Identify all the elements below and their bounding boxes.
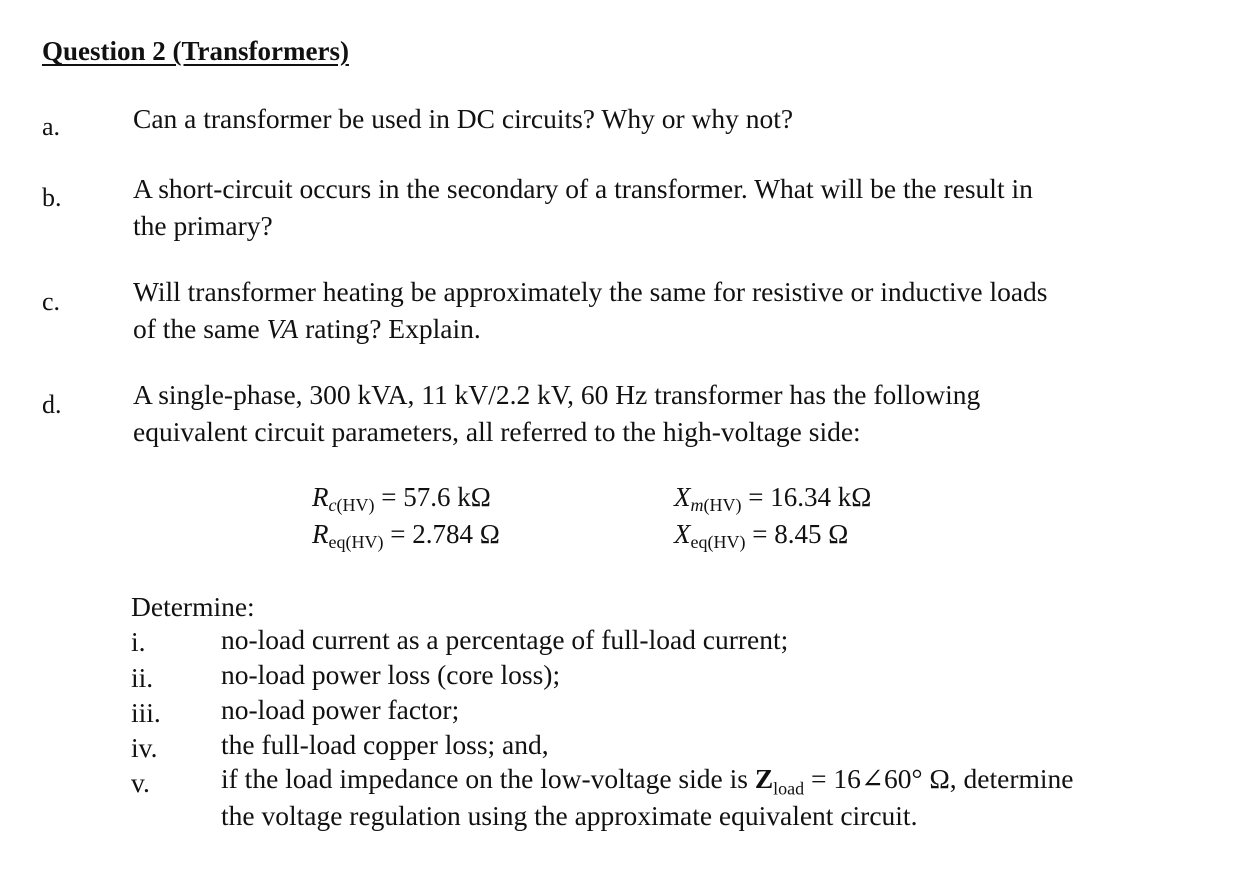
question-b-line-1: A short-circuit occurs in the secondary of a transformer. What will be the result in xyxy=(133,173,1033,204)
question-c-line-2-post: rating? Explain. xyxy=(298,313,481,344)
z-load-symbol: Z xyxy=(754,763,774,794)
param-xm: $X_{m(HV)} = 16.34$ kΩ xyxy=(674,482,872,515)
param-rc: $R_{c(HV)} = 57.6$ kΩ xyxy=(312,482,491,515)
subitem-text-i: no-load current as a percentage of full-load current; xyxy=(221,624,789,655)
question-label-a: a. xyxy=(42,112,61,141)
question-b-line-2: the primary? xyxy=(133,210,273,241)
determine-heading: Determine: xyxy=(131,591,255,622)
subitem-label-ii: ii. xyxy=(131,662,154,693)
subitem-label-i: i. xyxy=(131,626,146,657)
subitem-label-v: v. xyxy=(131,767,150,798)
va-symbol: VA xyxy=(266,313,299,344)
question-c-line-2 xyxy=(133,310,481,347)
subitem-text-v-line-1: if the load impedance on the low-voltage side is $Z_{load}$ = 16∠60° Ω, determine xyxy=(221,763,1074,799)
subitem-label-iii: iii. xyxy=(131,697,161,728)
question-d-line-2: equivalent circuit parameters, all referred to the high-voltage side: xyxy=(133,416,861,447)
param-req: $R_{eq(HV)} = 2.784$ Ω xyxy=(312,519,500,552)
question-label-b: b. xyxy=(42,183,62,212)
subitem-text-iii: no-load power factor; xyxy=(221,694,460,725)
question-label-d: d. xyxy=(42,390,62,419)
question-c-line-2-pre: of the same xyxy=(133,313,267,344)
subitem-text-v-line-2: the voltage regulation using the approximate equivalent circuit. xyxy=(221,800,918,831)
question-title: Question 2 (Transformers) xyxy=(42,36,349,66)
param-xeq: $X_{eq(HV)} = 8.45$ Ω xyxy=(674,519,849,552)
subitem-text-ii: no-load power loss (core loss); xyxy=(221,659,561,690)
question-label-c: c. xyxy=(42,287,61,316)
question-a-text: Can a transformer be used in DC circuits? Why or why not? xyxy=(133,103,794,134)
question-c-line-1: Will transformer heating be approximately the same for resistive or inductive loads xyxy=(133,276,1048,307)
question-d-line-1: A single-phase, 300 kVA, 11 kV/2.2 kV, 60 Hz transformer has the following xyxy=(133,379,981,410)
subitem-label-iv: iv. xyxy=(131,732,158,763)
subitem-text-iv: the full-load copper loss; and, xyxy=(221,729,549,760)
